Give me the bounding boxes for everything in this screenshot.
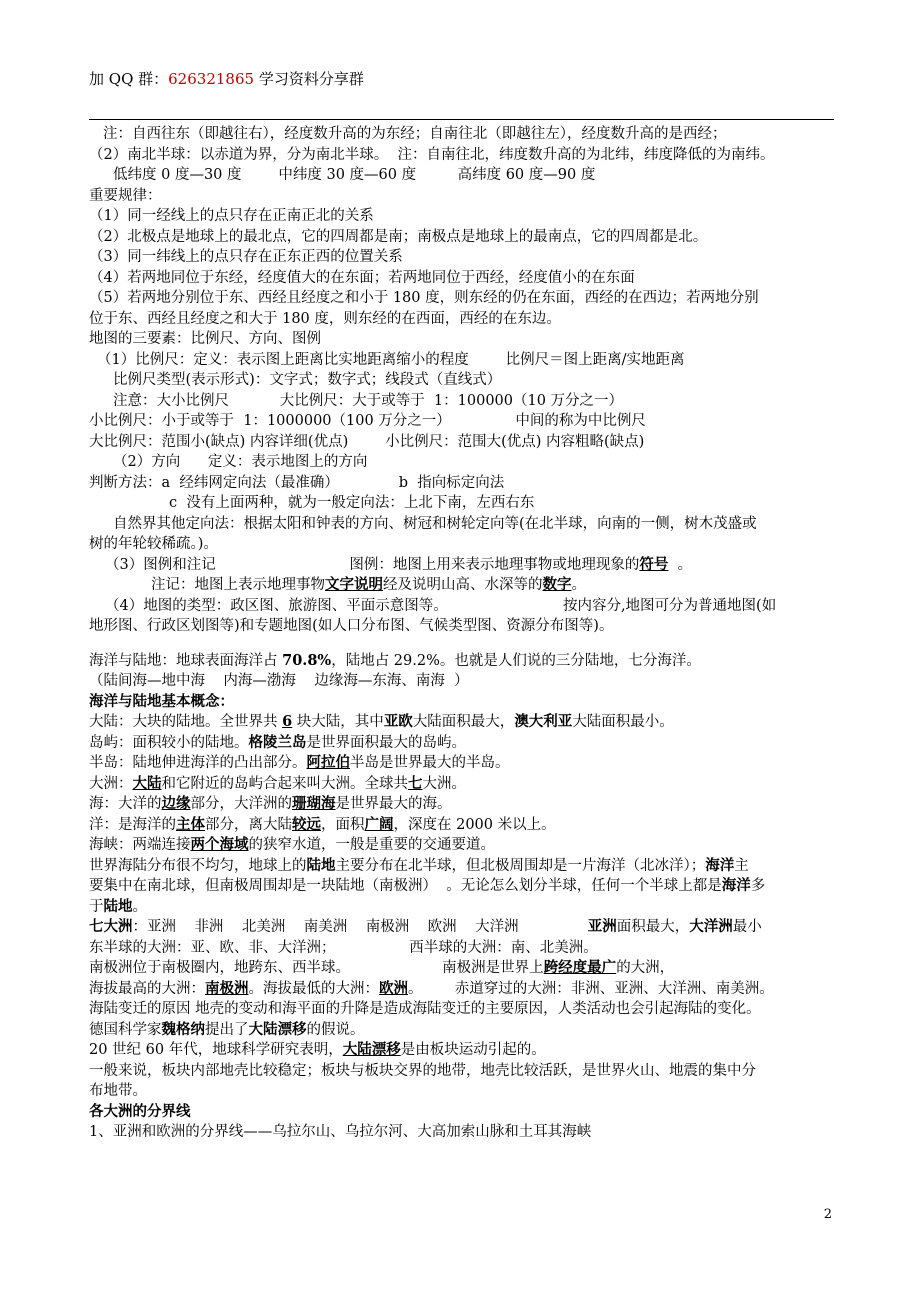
line-text: 注意：大小比例尺 大比例尺：大于或等于 1：100000（10 万分之一）	[113, 392, 624, 409]
emphasis-text: 澳大利亚	[514, 713, 573, 730]
emphasis-text: 符号	[639, 555, 669, 573]
header-rule	[89, 119, 834, 120]
line-text: 海：大洋的	[89, 796, 162, 812]
line-text: 树的年轮较稀疏。)。	[89, 536, 218, 552]
emphasis-text: 海洋与陆地基本概念：	[89, 692, 234, 710]
line-text: （1）比例尺：定义：表示图上距离比实地距离缩小的程度 比例尺＝图上距离/实地距离	[97, 351, 685, 368]
line-text: 大洲。	[422, 775, 466, 792]
line-text: 。海拔最低的大洲：	[248, 980, 379, 997]
line-text: （3）图例和注记 图例：地图上用来表示地理事物或地理现象的	[105, 556, 640, 573]
emphasis-text: 七	[408, 774, 423, 792]
text-line-l29	[89, 712, 839, 733]
line-text: 于	[89, 898, 104, 915]
text-line-l39	[89, 917, 839, 938]
line-text: 1、亚洲和欧洲的分界线——乌拉尔山、乌拉尔河、大高加索山脉和土耳其海峡	[89, 1124, 592, 1140]
line-text: 主	[734, 857, 749, 874]
line-text: 。	[668, 556, 693, 573]
text-line-l13	[89, 370, 839, 391]
line-text: 南极洲位于南极圈内，地跨东、西半球。 南极洲是世界上	[89, 960, 544, 976]
emphasis-text: 数字	[542, 576, 572, 593]
text-line-l22	[89, 555, 839, 576]
emphasis-text: 两个海域	[190, 836, 249, 853]
text-line-l11	[89, 329, 839, 350]
line-text: ，陆地占 29.2%。也就是人们说的三分陆地，七分海洋。	[331, 652, 701, 669]
emphasis-text: 较远	[292, 815, 321, 833]
text-line-l38	[89, 897, 839, 918]
line-text: 海洋与陆地：地球表面海洋占	[89, 652, 283, 669]
line-text: 海陆变迁的原因 地壳的变动和海平面的升降是造成海陆变迁的主要原因，人类活动也会引起海陆的变化。	[89, 1001, 761, 1017]
text-line-l37	[89, 876, 839, 897]
line-text: 和它附近的岛屿合起来叫大洲。全球共	[161, 775, 408, 792]
text-line-l15	[89, 411, 839, 432]
emphasis-text: 陆地	[306, 856, 336, 874]
text-line-l35	[89, 835, 839, 856]
line-text: 主要分布在北半球，但北极周围却是一片海洋（北冰洋）；	[335, 857, 706, 874]
line-text: 位于东、西经且经度之和大于 180 度，则东经的在西面，西经的在东边。	[89, 310, 561, 327]
text-line-l30	[89, 733, 839, 754]
line-text: 大陆面积最小。	[572, 714, 674, 730]
line-text: （2）南北半球：以赤道为界，分为南北半球。 注：自南往北，纬度数升高的为北纬，纬度降低的为南纬。	[89, 146, 775, 163]
emphasis-text: 海洋	[721, 877, 751, 894]
emphasis-text: 陆地	[103, 897, 133, 915]
emphasis-text: 主体	[176, 815, 205, 833]
line-text: ，面积	[321, 816, 365, 833]
text-line-l33	[89, 794, 839, 815]
text-line-l20	[89, 514, 839, 535]
line-text: 东半球的大洲：亚、欧、非、大洋洲； 西半球的大洲：南、北美洲。	[89, 939, 598, 956]
line-text: 判断方法：a 经纬网定向法（最准确） b 指向标定向法	[89, 474, 505, 491]
emphasis-text: 欧洲	[379, 979, 408, 997]
text-line-l49	[89, 1122, 839, 1143]
line-text: （4）若两地同位于东经，经度值大的在东面；若两地同位于西经，经度值小的在东面	[89, 269, 635, 286]
emphasis-text: 南极洲	[205, 979, 249, 997]
line-text: c 没有上面两种，就为一般定向法：上北下南，左西右东	[169, 495, 535, 511]
line-text: 注记：地图上表示地理事物	[151, 577, 325, 593]
line-text: 低纬度 0 度—30 度 中纬度 30 度—60 度 高纬度 60 度—90 度	[113, 167, 596, 183]
line-text: 是世界最大的海。	[335, 796, 452, 812]
line-text: 布地带。	[89, 1083, 147, 1099]
line-text: 部分，离大陆	[205, 816, 292, 833]
text-line-l9	[89, 288, 839, 309]
text-line-l12	[89, 350, 839, 371]
text-line-l21	[89, 534, 839, 555]
emphasis-text: 广阔	[364, 815, 394, 833]
text-line-l4	[89, 186, 839, 207]
line-text: 世界海陆分布很不均匀，地球上的	[89, 857, 307, 874]
line-text: 要集中在南北球，但南极周围却是一块陆地（南极洲） 。无论怎么划分半球，任何一个半球上都是	[89, 878, 722, 894]
line-text: 注：自西往东（即越往右），经度数升高的为东经；自南往北（即越往左），经度数升高的是西经；	[103, 126, 727, 142]
emphasis-text: 边缘	[161, 795, 191, 812]
text-line-l17	[89, 452, 839, 473]
line-text: （陆间海—地中海 内海—渤海 边缘海—东海、南海 ）	[89, 673, 469, 689]
text-line-l32	[89, 774, 839, 795]
line-text: 重要规律：	[89, 187, 162, 204]
text-line-l41	[89, 958, 839, 979]
text-line-l2	[89, 145, 839, 166]
emphasis-text: 阿拉伯	[306, 754, 350, 771]
line-text: （1）同一经线上的点只存在正南正北的关系	[89, 208, 374, 224]
text-line-l26	[89, 651, 839, 672]
line-text: 岛屿：面积较小的陆地。	[89, 734, 249, 751]
emphasis-text: 格陵兰岛	[248, 733, 307, 751]
text-line-l34	[89, 815, 839, 836]
text-line-l23	[89, 575, 839, 596]
paragraph-gap	[89, 637, 839, 651]
text-line-l46	[89, 1061, 839, 1082]
emphasis-text: 各大洲的分界线	[89, 1102, 191, 1120]
text-line-l45	[89, 1040, 839, 1061]
emphasis-text: 七大洲	[89, 918, 133, 935]
line-text: 大陆：大块的陆地。全世界共	[89, 714, 283, 730]
line-text: 。	[132, 898, 147, 915]
line-text: 海峡：两端连接	[89, 837, 191, 853]
line-text: （3）同一纬线上的点只存在正东正西的位置关系	[89, 249, 403, 265]
line-text: 的假说。	[306, 1021, 365, 1038]
text-line-l14	[89, 391, 839, 412]
text-line-l44	[89, 1020, 839, 1041]
line-text: 德国科学家	[89, 1021, 162, 1038]
text-line-l36	[89, 856, 839, 877]
text-line-l18	[89, 473, 839, 494]
line-text: （4）地图的类型：政区图、旅游图、平面示意图等。 按内容分,地图可分为普通地图(如	[105, 597, 777, 614]
qq-group-number: 626321865	[168, 70, 255, 88]
emphasis-text: 亚欧	[383, 713, 413, 730]
line-text: 是世界面积最大的岛屿。	[306, 734, 466, 751]
emphasis-text: 6	[282, 713, 293, 730]
line-text: （5）若两地分别位于东、西经且经度之和小于 180 度，则东经的仍在东面，西经的在西边；若两地分别	[89, 290, 759, 306]
line-text: 地形图、行政区划图等)和专题地图(如人口分布图、气候类型图、资源分布图等)。	[89, 618, 614, 634]
emphasis-text: 大洋洲	[689, 918, 733, 935]
line-text: 地图的三要素：比例尺、方向、图例	[89, 331, 321, 347]
header-prefix: 加 QQ 群：	[89, 70, 169, 88]
line-text: 。 赤道穿过的大洲：非洲、亚洲、大洋洲、南美洲。	[408, 980, 774, 997]
text-line-l16	[89, 432, 839, 453]
line-text: 半岛：陆地伸进海洋的凸出部分。	[89, 755, 307, 771]
line-text: 提出了	[205, 1021, 249, 1038]
text-line-l19	[89, 493, 839, 514]
text-line-l3	[89, 165, 839, 186]
line-text: 部分，大洋洲的	[190, 796, 292, 812]
line-text: 是由板块运动引起的。	[400, 1042, 546, 1058]
text-line-l43	[89, 999, 839, 1020]
text-line-l8	[89, 268, 839, 289]
line-text: ，深度在 2000 米以上。	[393, 816, 556, 833]
line-text: 小比例尺：小于或等于 1：1000000（100 万分之一） 中间的称为中比例尺	[89, 413, 646, 429]
line-text: （2）方向 定义：表示地图上的方向	[113, 454, 368, 470]
emphasis-text: 大陆漂移	[342, 1041, 401, 1058]
text-line-l25	[89, 616, 839, 637]
line-text: 大洲：	[89, 775, 133, 792]
emphasis-text: 大陆	[132, 774, 162, 792]
text-line-l7	[89, 247, 839, 268]
page-number: 2	[823, 1207, 832, 1222]
page-header	[89, 68, 364, 89]
text-line-l24	[89, 596, 839, 617]
emphasis-text: 海洋	[705, 856, 735, 874]
line-text: 比例尺类型(表示形式)：文字式；数字式；线段式（直线式）	[113, 372, 502, 388]
emphasis-text: 亚洲	[587, 918, 617, 935]
text-line-l10	[89, 309, 839, 330]
text-line-l42	[89, 979, 839, 1000]
line-text: 的狭窄水道，一般是重要的交通要道。	[248, 837, 495, 853]
line-text: 最小	[732, 919, 762, 935]
line-text: 面积最大，	[616, 919, 690, 935]
header-suffix: 学习资料分享群	[254, 70, 364, 88]
line-text: 自然界其他定向法：根据太阳和钟表的方向、树冠和树轮定向等(在北半球，向南的一侧，树木茂盛或	[113, 515, 757, 532]
line-text: ：亚洲 非洲 北美洲 南美洲 南极洲 欧洲 大洋洲	[132, 919, 588, 935]
line-text: 半岛是世界最大的半岛。	[350, 755, 510, 771]
line-text: 一般来说，板块内部地壳比较稳定；板块与板块交界的地带，地壳比较活跃，是世界火山、地震的集中分	[89, 1062, 756, 1079]
line-text: 洋：是海洋的	[89, 816, 176, 833]
emphasis-text: 魏格纳	[161, 1020, 205, 1038]
line-text: 。	[571, 577, 586, 593]
line-text: 20 世纪 60 年代，地球科学研究表明，	[89, 1042, 343, 1058]
text-line-l31	[89, 753, 839, 774]
line-text: 经及说明山高、水深等的	[383, 577, 543, 593]
line-text: 多	[750, 878, 766, 894]
line-text: 的大洲，	[616, 960, 675, 976]
text-line-l40	[89, 938, 839, 959]
emphasis-text: 文字说明	[325, 576, 383, 593]
document-body	[89, 124, 839, 1143]
text-line-l28	[89, 692, 839, 713]
text-line-l27	[89, 671, 839, 692]
text-line-l5	[89, 206, 839, 227]
text-line-l6	[89, 227, 839, 248]
emphasis-text: 大陆漂移	[248, 1020, 307, 1038]
line-text: 块大陆，其中	[292, 714, 384, 730]
text-line-l47	[89, 1081, 839, 1102]
line-text: 海拔最高的大洲：	[89, 980, 205, 997]
emphasis-text: 跨经度最广	[543, 959, 617, 976]
line-text: （2）北极点是地球上的最北点，它的四周都是南；南极点是地球上的最南点，它的四周都是北。	[89, 228, 708, 245]
text-line-l48	[89, 1102, 839, 1123]
emphasis-text: 70.8%	[282, 651, 332, 669]
text-line-l1	[89, 124, 839, 145]
emphasis-text: 珊瑚海	[292, 795, 336, 812]
line-text: 大陆面积最大，	[412, 714, 515, 730]
line-text: 大比例尺：范围小(缺点) 内容详细(优点) 小比例尺：范围大(优点) 内容粗略(缺点)	[89, 433, 645, 450]
